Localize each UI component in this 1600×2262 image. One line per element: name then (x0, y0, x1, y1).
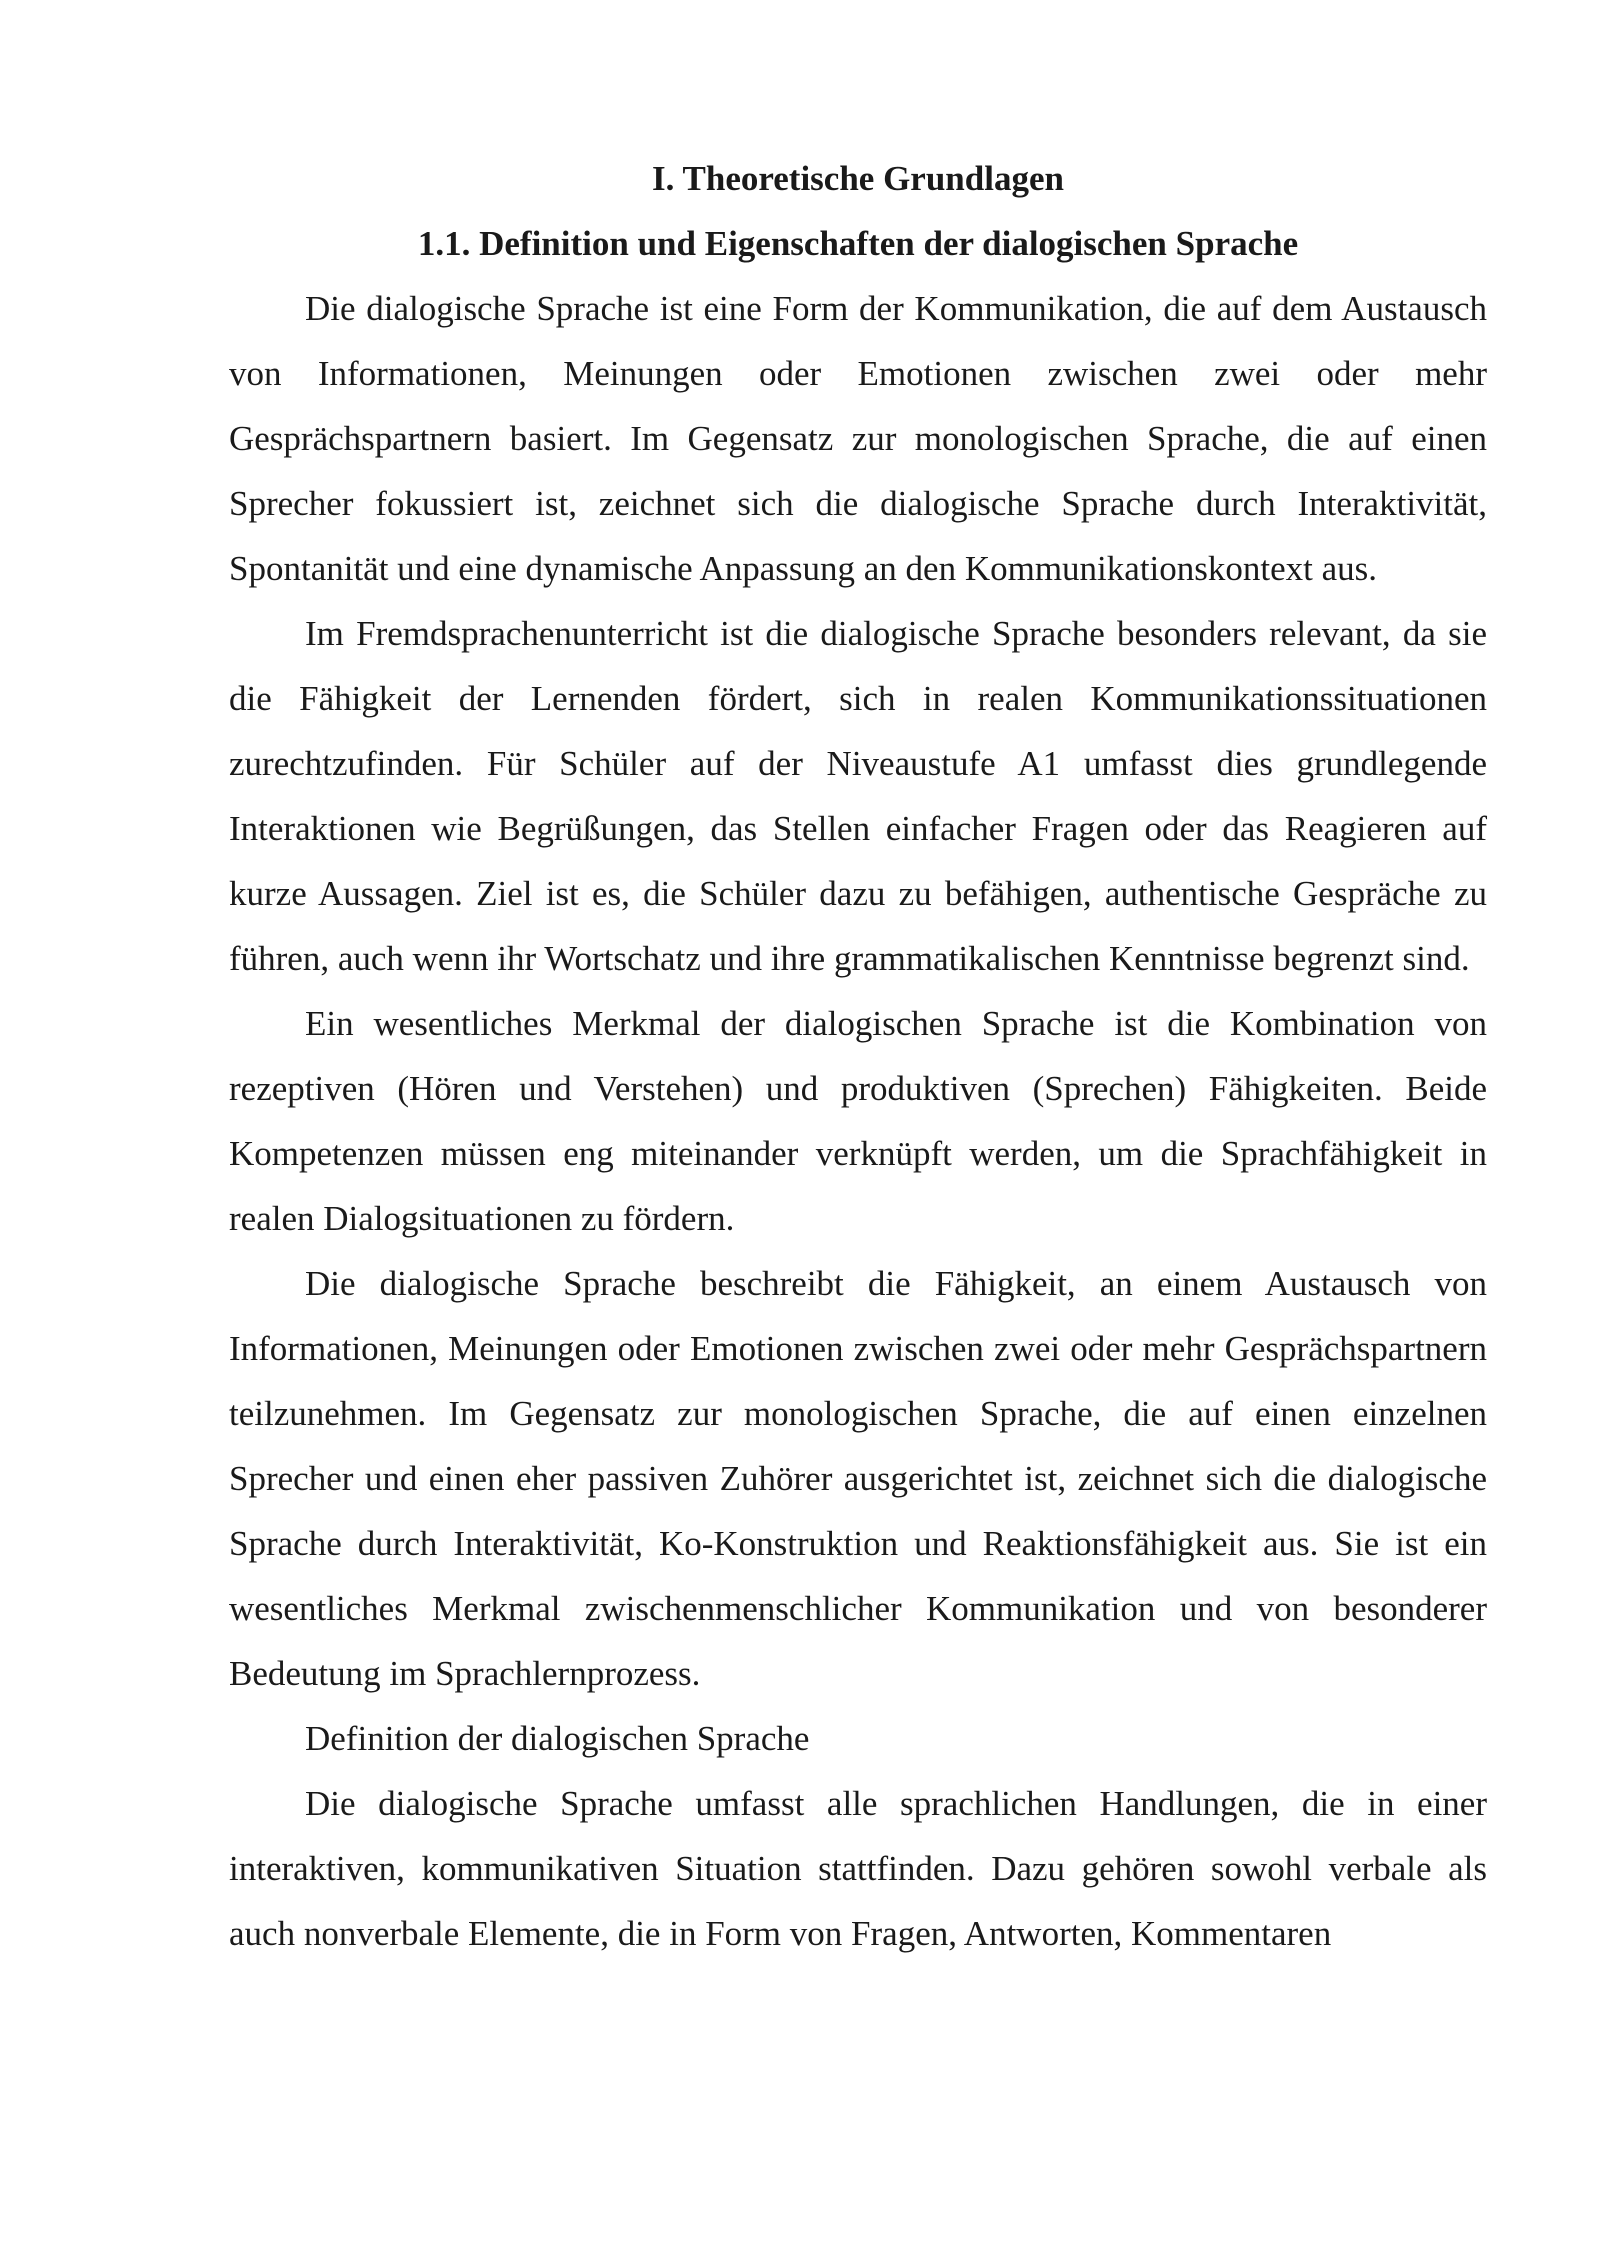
page-content (229, 146, 1487, 1966)
subheading: Definition der dialogischen Sprache (305, 1719, 810, 1758)
paragraph: Die dialogische Sprache ist eine Form der Kommunikation, die auf dem Austausch von Informationen, Meinungen oder Emotionen zwischen zwei oder mehr Gesprächspartnern basiert. Im Gegensatz zur monologischen Sprache, die auf einen Sprecher fokussiert ist, zeichnet sich die dialogische Sprache durch Interaktivität, Spontanität und eine dynamische Anpassung an den Kommunikationskontext aus. (229, 289, 1487, 588)
paragraph: Ein wesentliches Merkmal der dialogischen Sprache ist die Kombination von rezeptiven (Hören und Verstehen) und produktiven (Sprechen) Fähigkeiten. Beide Kompetenzen müssen eng miteinander verknüpft werden, um die Sprachfähigkeit in realen Dialogsituationen zu fördern. (229, 1004, 1487, 1238)
paragraph-final: Die dialogische Sprache umfasst alle sprachlichen Handlungen, die in einer interaktiven, kommunikativen Situation stattfinden. Dazu gehören sowohl verbale als auch nonverbale Elemente, die in Form von Fragen, Antworten, Kommentaren (229, 1784, 1487, 1953)
paragraph: Die dialogische Sprache beschreibt die Fähigkeit, an einem Austausch von Informationen, Meinungen oder Emotionen zwischen zwei oder mehr Gesprächspartnern teilzunehmen. Im Gegensatz zur monologischen Sprache, die auf einen einzelnen Sprecher und einen eher passiven Zuhörer ausgerichtet ist, zeichnet sich die dialogische Sprache durch Interaktivität, Ko-Konstruktion und Reaktionsfähigkeit aus. Sie ist ein wesentliches Merkmal zwischenmenschlicher Kommunikation und von besonderer Bedeutung im Sprachlernprozess. (229, 1264, 1487, 1693)
section-title: 1.1. Definition und Eigenschaften der dialogischen Sprache (417, 224, 1299, 263)
chapter-title: I. Theoretische Grundlagen (652, 159, 1064, 198)
paragraph: Im Fremdsprachenunterricht ist die dialogische Sprache besonders relevant, da sie die Fähigkeit der Lernenden fördert, sich in realen Kommunikationssituationen zurechtzufinden. Für Schüler auf der Niveaustufe A1 umfasst dies grundlegende Interaktionen wie Begrüßungen, das Stellen einfacher Fragen oder das Reagieren auf kurze Aussagen. Ziel ist es, die Schüler dazu zu befähigen, authentische Gespräche zu führen, auch wenn ihr Wortschatz und ihre grammatikalischen Kenntnisse begrenzt sind. (229, 614, 1487, 978)
